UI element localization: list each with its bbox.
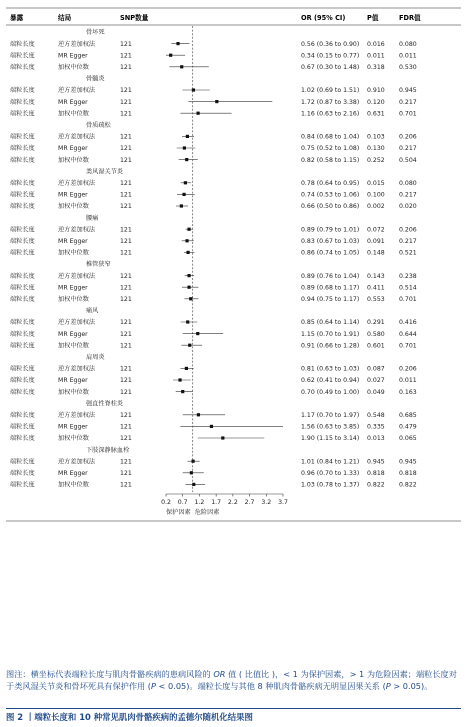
note-p2: P [385, 681, 391, 691]
row-method: MR Egger [58, 98, 88, 106]
row-exposure: 端粒长度 [10, 64, 35, 71]
or-point [185, 158, 188, 161]
row-or-ci: 0.96 (0.70 to 1.33) [301, 470, 360, 477]
group-label: 类风湿关节炎 [86, 168, 124, 176]
row-or-ci: 0.86 (0.74 to 1.05) [301, 249, 360, 257]
x-tick-label: 3.2 [261, 499, 272, 506]
row-exposure: 端粒长度 [10, 226, 35, 234]
x-tick-label: 2.7 [244, 499, 255, 506]
note-p1: P [151, 681, 156, 691]
row-p-value: 0.002 [367, 203, 385, 211]
or-point [183, 146, 186, 149]
row-method: MR Egger [58, 145, 88, 153]
row-exposure: 端粒长度 [10, 342, 35, 350]
row-fdr-value: 0.206 [399, 133, 417, 141]
row-fdr-value: 0.011 [399, 52, 417, 60]
row-p-value: 0.143 [367, 272, 385, 280]
row-snp: 121 [120, 238, 132, 245]
group-label: 腰痛 [86, 214, 99, 222]
row-fdr-value: 0.521 [399, 249, 417, 257]
row-method: 加权中位数 [58, 481, 89, 489]
or-point [210, 425, 213, 428]
row-snp: 121 [120, 342, 132, 350]
row-fdr-value: 0.217 [399, 145, 417, 153]
row-fdr-value: 0.080 [399, 180, 417, 187]
row-exposure: 端粒长度 [10, 191, 35, 199]
row-exposure: 端粒长度 [10, 284, 35, 292]
row-exposure: 端粒长度 [10, 388, 35, 396]
or-point [186, 251, 189, 254]
risk-factor-label: 危险因素 [194, 509, 220, 516]
header-fdr: FDR值 [399, 14, 421, 22]
row-exposure: 端粒长度 [10, 319, 35, 327]
row-or-ci: 0.89 (0.68 to 1.17) [301, 284, 360, 292]
or-point [187, 274, 190, 277]
row-snp: 121 [120, 64, 132, 71]
row-fdr-value: 0.217 [399, 191, 417, 199]
row-p-value: 0.601 [367, 342, 385, 350]
or-point [186, 135, 189, 138]
x-tick-label: 2.2 [227, 499, 238, 506]
group-label: 骨坏死 [86, 29, 105, 37]
row-method: 加权中位数 [58, 388, 89, 396]
row-snp: 121 [120, 377, 132, 385]
figure-note [6, 668, 461, 692]
or-point [181, 390, 184, 393]
row-exposure: 端粒长度 [10, 458, 35, 466]
row-method: 加权中位数 [58, 296, 89, 303]
row-snp: 121 [120, 423, 132, 431]
row-method: 逆方差加权法 [58, 458, 96, 466]
row-exposure: 端粒长度 [10, 412, 35, 419]
or-point [221, 436, 224, 439]
row-p-value: 0.016 [367, 40, 385, 48]
row-p-value: 0.011 [367, 52, 385, 60]
or-point [178, 378, 181, 381]
row-method: 加权中位数 [58, 435, 89, 443]
row-p-value: 0.548 [367, 412, 385, 419]
row-exposure: 端粒长度 [10, 377, 35, 385]
row-fdr-value: 0.945 [399, 458, 417, 466]
row-fdr-value: 0.217 [399, 238, 417, 245]
row-fdr-value: 0.163 [399, 388, 417, 396]
row-or-ci: 0.62 (0.41 to 0.94) [301, 377, 360, 385]
note-suffix: > 0.05)。 [393, 681, 433, 691]
row-or-ci: 1.90 (1.15 to 3.14) [301, 435, 360, 443]
group-label: 骨质疏松 [86, 122, 111, 129]
or-point [185, 367, 188, 370]
header-or: OR (95% CI) [301, 14, 346, 22]
row-exposure: 端粒长度 [10, 365, 35, 373]
or-point [180, 204, 183, 207]
row-method: MR Egger [58, 238, 88, 245]
row-fdr-value: 0.206 [399, 365, 417, 373]
row-fdr-value: 0.514 [399, 284, 417, 292]
row-exposure: 端粒长度 [10, 52, 35, 60]
row-exposure: 端粒长度 [10, 40, 35, 48]
row-exposure: 端粒长度 [10, 238, 35, 245]
x-tick-label: 1.7 [211, 499, 222, 506]
row-p-value: 0.945 [367, 458, 385, 466]
group-label: 肩周炎 [86, 354, 105, 361]
row-or-ci: 0.91 (0.66 to 1.28) [301, 342, 360, 350]
row-snp: 121 [120, 191, 132, 199]
row-snp: 121 [120, 156, 132, 164]
or-point [187, 228, 190, 231]
x-tick-label: 0.7 [177, 499, 188, 506]
row-fdr-value: 0.238 [399, 272, 417, 280]
row-snp: 121 [120, 412, 132, 419]
row-method: 逆方差加权法 [58, 365, 96, 373]
row-snp: 121 [120, 40, 132, 48]
row-p-value: 0.013 [367, 435, 385, 443]
row-fdr-value: 0.011 [399, 377, 417, 385]
row-or-ci: 0.82 (0.58 to 1.15) [301, 156, 360, 164]
row-snp: 121 [120, 180, 132, 187]
row-exposure: 端粒长度 [10, 296, 35, 303]
or-point [184, 181, 187, 184]
row-p-value: 0.631 [367, 110, 385, 118]
row-snp: 121 [120, 226, 132, 234]
row-p-value: 0.335 [367, 423, 385, 431]
row-snp: 121 [120, 52, 132, 60]
row-or-ci: 0.67 (0.30 to 1.48) [301, 64, 360, 71]
row-snp: 121 [120, 296, 132, 303]
row-method: 逆方差加权法 [58, 319, 96, 327]
group-label: 骨髓炎 [86, 75, 105, 83]
row-exposure: 端粒长度 [10, 98, 35, 106]
row-exposure: 端粒长度 [10, 87, 35, 95]
or-point [215, 100, 218, 103]
row-method: 逆方差加权法 [58, 87, 96, 95]
row-method: MR Egger [58, 470, 88, 477]
row-method: MR Egger [58, 191, 88, 199]
group-label: 下肢深静脉血栓 [86, 446, 130, 454]
row-or-ci: 0.94 (0.75 to 1.17) [301, 296, 360, 303]
row-snp: 121 [120, 365, 132, 373]
row-p-value: 0.027 [367, 377, 385, 385]
row-or-ci: 0.84 (0.68 to 1.04) [301, 133, 360, 141]
or-point [186, 320, 189, 323]
header-p: P值 [367, 14, 379, 22]
header-snp: SNP数量 [120, 14, 149, 22]
row-p-value: 0.100 [367, 191, 385, 199]
or-point [197, 413, 200, 416]
row-exposure: 端粒长度 [10, 203, 35, 211]
row-snp: 121 [120, 203, 132, 211]
row-exposure: 端粒长度 [10, 481, 35, 489]
row-or-ci: 1.02 (0.69 to 1.51) [301, 87, 360, 95]
row-method: 逆方差加权法 [58, 133, 96, 141]
row-or-ci: 0.75 (0.52 to 1.08) [301, 145, 360, 153]
row-snp: 121 [120, 249, 132, 257]
row-fdr-value: 0.479 [399, 423, 417, 431]
row-or-ci: 0.66 (0.50 to 0.86) [301, 203, 360, 211]
row-or-ci: 0.70 (0.49 to 1.00) [301, 388, 360, 396]
or-point [180, 65, 183, 68]
group-label: 痛风 [86, 307, 99, 315]
row-exposure: 端粒长度 [10, 423, 35, 431]
header-exposure: 暴露 [10, 14, 24, 22]
x-tick-label: 0.2 [161, 499, 171, 506]
x-tick-label: 3.7 [278, 499, 288, 506]
row-fdr-value: 0.701 [399, 110, 417, 118]
row-or-ci: 1.56 (0.63 to 3.85) [301, 423, 360, 431]
row-or-ci: 0.89 (0.79 to 1.01) [301, 226, 360, 234]
figure-title: 图 2 丨端粒长度和 10 种常见肌肉骨骼疾病的孟德尔随机化结果图 [6, 712, 253, 722]
row-p-value: 0.049 [367, 388, 385, 396]
row-exposure: 端粒长度 [10, 249, 35, 257]
row-or-ci: 0.78 (0.64 to 0.95) [301, 180, 360, 187]
row-method: MR Egger [58, 52, 88, 60]
row-exposure: 端粒长度 [10, 133, 35, 141]
note-or-word: OR [213, 669, 226, 679]
row-snp: 121 [120, 110, 132, 118]
row-or-ci: 0.89 (0.76 to 1.04) [301, 272, 360, 280]
row-p-value: 0.130 [367, 145, 385, 153]
row-snp: 121 [120, 330, 132, 338]
row-fdr-value: 0.945 [399, 87, 417, 95]
x-tick-label: 1.2 [194, 499, 205, 506]
row-method: MR Egger [58, 284, 88, 292]
row-method: 加权中位数 [58, 342, 89, 350]
row-or-ci: 1.15 (0.70 to 1.91) [301, 330, 360, 338]
row-fdr-value: 0.504 [399, 156, 417, 164]
row-snp: 121 [120, 145, 132, 153]
row-p-value: 0.087 [367, 365, 385, 373]
row-or-ci: 1.72 (0.87 to 3.38) [301, 98, 360, 106]
row-p-value: 0.072 [367, 226, 385, 234]
row-p-value: 0.148 [367, 249, 385, 257]
row-method: 加权中位数 [58, 249, 89, 257]
row-or-ci: 0.85 (0.64 to 1.14) [301, 319, 360, 327]
row-fdr-value: 0.701 [399, 296, 417, 303]
protective-factor-label: 保护因素 [165, 509, 191, 516]
row-fdr-value: 0.685 [399, 412, 417, 419]
row-fdr-value: 0.065 [399, 435, 417, 443]
row-p-value: 0.103 [367, 133, 385, 141]
row-p-value: 0.553 [367, 296, 385, 303]
header-outcome: 结局 [58, 14, 72, 22]
row-method: MR Egger [58, 330, 88, 338]
row-snp: 121 [120, 133, 132, 141]
row-fdr-value: 0.217 [399, 98, 417, 106]
row-method: MR Egger [58, 423, 88, 431]
row-or-ci: 0.74 (0.53 to 1.06) [301, 191, 360, 199]
row-fdr-value: 0.822 [399, 481, 417, 489]
row-snp: 121 [120, 319, 132, 327]
row-method: 加权中位数 [58, 110, 89, 118]
row-snp: 121 [120, 98, 132, 106]
row-snp: 121 [120, 87, 132, 95]
row-exposure: 端粒长度 [10, 180, 35, 187]
row-exposure: 端粒长度 [10, 470, 35, 477]
row-or-ci: 1.01 (0.84 to 1.21) [301, 458, 360, 466]
row-snp: 121 [120, 481, 132, 489]
row-fdr-value: 0.206 [399, 226, 417, 234]
caption-rule [6, 708, 461, 709]
row-snp: 121 [120, 388, 132, 396]
row-or-ci: 0.56 (0.36 to 0.90) [301, 40, 360, 48]
row-method: 加权中位数 [58, 156, 89, 164]
row-or-ci: 0.81 (0.63 to 1.03) [301, 365, 360, 373]
row-method: 逆方差加权法 [58, 180, 96, 187]
note-mid1: 值 ( 比值比 )，< 1 为保护因素，> 1 为危险因素；端粒长度对于类风湿关节炎和骨坏死具有保护作用 ( [6, 669, 457, 691]
row-p-value: 0.015 [367, 180, 385, 187]
or-point [176, 42, 179, 45]
row-exposure: 端粒长度 [10, 145, 35, 153]
row-or-ci: 0.83 (0.67 to 1.03) [301, 238, 360, 245]
group-label: 椎管狭窄 [86, 261, 111, 269]
row-exposure: 端粒长度 [10, 110, 35, 118]
row-or-ci: 1.17 (0.70 to 1.97) [301, 412, 360, 419]
row-snp: 121 [120, 272, 132, 280]
row-fdr-value: 0.701 [399, 342, 417, 350]
or-point [188, 344, 191, 347]
note-prefix: 图注：横坐标代表端粒长度与肌肉骨骼疾病的患病风险的 [6, 669, 211, 679]
row-p-value: 0.910 [367, 87, 385, 95]
row-method: 逆方差加权法 [58, 412, 96, 419]
row-p-value: 0.091 [367, 238, 385, 245]
row-p-value: 0.252 [367, 156, 385, 164]
row-method: MR Egger [58, 377, 88, 385]
row-method: 逆方差加权法 [58, 272, 96, 280]
row-snp: 121 [120, 470, 132, 477]
row-fdr-value: 0.818 [399, 470, 417, 477]
row-fdr-value: 0.644 [399, 330, 417, 338]
row-exposure: 端粒长度 [10, 156, 35, 164]
row-fdr-value: 0.530 [399, 64, 417, 71]
row-p-value: 0.822 [367, 481, 385, 489]
row-or-ci: 0.34 (0.15 to 0.77) [301, 52, 360, 60]
row-p-value: 0.411 [367, 284, 385, 292]
or-point [182, 193, 185, 196]
or-point [191, 460, 194, 463]
or-point [196, 112, 199, 115]
row-exposure: 端粒长度 [10, 435, 35, 443]
row-p-value: 0.120 [367, 98, 385, 106]
row-or-ci: 1.16 (0.63 to 2.16) [301, 110, 360, 118]
row-exposure: 端粒长度 [10, 330, 35, 338]
row-snp: 121 [120, 435, 132, 443]
row-exposure: 端粒长度 [10, 272, 35, 280]
or-point [189, 297, 192, 300]
row-p-value: 0.818 [367, 470, 385, 477]
or-point [192, 88, 195, 91]
row-or-ci: 1.03 (0.78 to 1.37) [301, 481, 360, 489]
rows-layer [10, 28, 417, 488]
note-mid2: < 0.05)。端粒长度与其他 8 种肌肉骨骼疾病无明显因果关系 ( [158, 681, 386, 691]
or-point [185, 239, 188, 242]
row-fdr-value: 0.416 [399, 319, 417, 327]
row-method: 加权中位数 [58, 203, 89, 211]
row-method: 逆方差加权法 [58, 226, 96, 234]
group-label: 强直性脊柱炎 [86, 400, 124, 408]
row-p-value: 0.580 [367, 330, 385, 338]
row-snp: 121 [120, 284, 132, 292]
row-p-value: 0.318 [367, 64, 385, 71]
or-point [169, 54, 172, 57]
or-point [187, 286, 190, 289]
row-snp: 121 [120, 458, 132, 466]
or-point [196, 332, 199, 335]
row-method: 逆方差加权法 [58, 40, 96, 48]
row-method: 加权中位数 [58, 64, 89, 71]
row-p-value: 0.291 [367, 319, 385, 327]
row-fdr-value: 0.080 [399, 40, 417, 48]
row-fdr-value: 0.020 [399, 203, 417, 211]
